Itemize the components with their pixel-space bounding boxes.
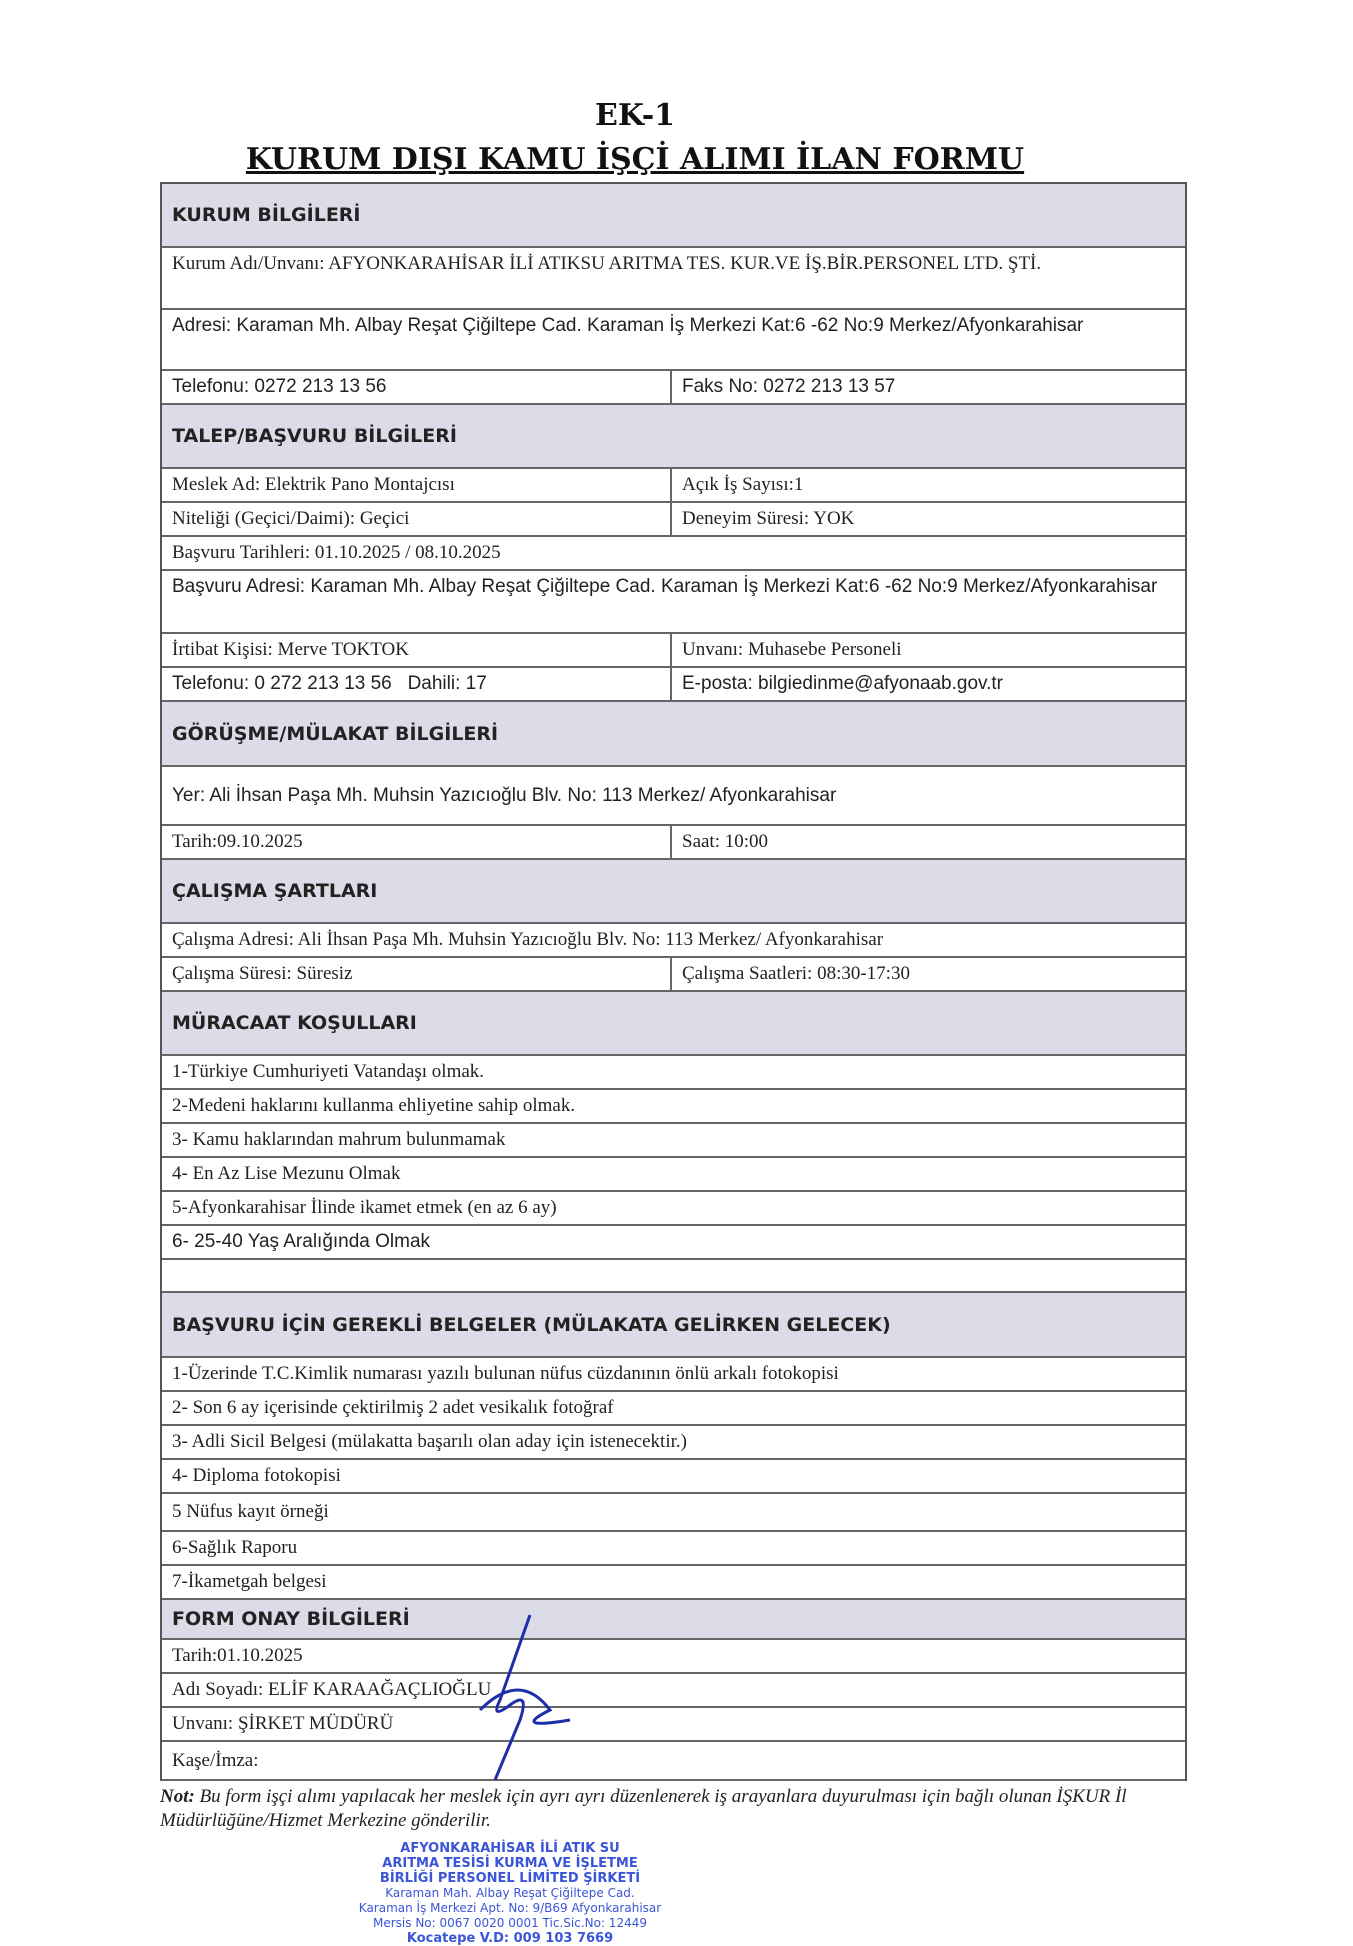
list-item: 4- En Az Lise Mezunu Olmak [172, 1163, 401, 1184]
basvuru-tarihleri: Başvuru Tarihleri: 01.10.2025 / 08.10.2025 [172, 542, 501, 563]
deneyim: Deneyim Süresi: YOK [682, 508, 855, 529]
section-onay-header [162, 1600, 1185, 1640]
basvuru-adresi: Başvuru Adresi: Karaman Mh. Albay Reşat Çiğiltepe Cad. Karaman İş Merkezi Kat:6 -62 No:9 Merkez/Afyonkarahisar [172, 576, 1158, 597]
stamp-line: Karaman İş Merkezi Apt. No: 9/B69 Afyonkarahisar [358, 1901, 662, 1915]
list-item: 5 Nüfus kayıt örneği [172, 1501, 329, 1522]
section-title: TALEP/BAŞVURU BİLGİLERİ [172, 425, 457, 447]
section-kurum-header [162, 184, 1185, 248]
section-title: BAŞVURU İÇİN GEREKLİ BELGELER (MÜLAKATA GELİRKEN GELECEK) [172, 1313, 891, 1336]
list-item: 2- Son 6 ay içerisinde çektirilmiş 2 adet vesikalık fotoğraf [172, 1397, 614, 1418]
list-item: 6-Sağlık Raporu [172, 1537, 298, 1558]
note-text: Bu form işçi alımı yapılacak her meslek için ayrı ayrı düzenlenerek iş arayanlara duyurulması için bağlı olunan İŞKUR İl Müdürlüğüne/Hizmet Merkezine gönderilir. [160, 1786, 1127, 1831]
list-item: 4- Diploma fotokopisi [172, 1465, 341, 1486]
acik-is: Açık İş Sayısı:1 [682, 474, 804, 495]
section-title: FORM ONAY BİLGİLERİ [172, 1608, 410, 1630]
irtibat-unvan: Unvanı: Muhasebe Personeli [682, 639, 902, 660]
section-title: MÜRACAAT KOŞULLARI [172, 1012, 417, 1034]
calisma-suresi: Çalışma Süresi: Süresiz [162, 958, 672, 990]
form-note [160, 1785, 1220, 1833]
onay-tarih: Tarih:01.10.2025 [172, 1645, 303, 1666]
gorusme-yer: Yer: Ali İhsan Paşa Mh. Muhsin Yazıcıoğlu Blv. No: 113 Merkez/ Afyonkarahisar [172, 784, 837, 806]
announcement-form [160, 182, 1187, 1781]
kurum-faks: Faks No: 0272 213 13 57 [682, 376, 896, 397]
kurum-telefon: Telefonu: 0272 213 13 56 [162, 371, 672, 403]
section-calisma-header [162, 860, 1185, 924]
stamp-line: ARITMA TESİSİ KURMA VE İŞLETME [382, 1856, 638, 1871]
meslek: Meslek Ad: Elektrik Pano Montajcısı [162, 469, 672, 501]
list-item: 7-İkametgah belgesi [172, 1571, 327, 1592]
calisma-adresi: Çalışma Adresi: Ali İhsan Paşa Mh. Muhsin Yazıcıoğlu Blv. No: 113 Merkez/ Afyonkarahisar [172, 929, 884, 950]
list-item: 6- 25-40 Yaş Aralığında Olmak [172, 1231, 431, 1252]
section-gorusme-header [162, 702, 1185, 767]
list-item: 5-Afyonkarahisar İlinde ikamet etmek (en az 6 ay) [172, 1197, 557, 1218]
form-code: EK-1 [594, 98, 676, 133]
section-title: KURUM BİLGİLERİ [172, 204, 361, 226]
stamp-line: Karaman Mah. Albay Reşat Çiğiltepe Cad. [385, 1886, 635, 1900]
kurum-adres: Adresi: Karaman Mh. Albay Reşat Çiğiltepe Cad. Karaman İş Merkezi Kat:6 -62 No:9 Merkez/Afyonkarahisar [172, 315, 1084, 336]
list-item: 1-Türkiye Cumhuriyeti Vatandaşı olmak. [172, 1061, 485, 1082]
stamp-line: Mersis No: 0067 0020 0001 Tic.Sic.No: 12449 [373, 1916, 647, 1930]
gorusme-tarih: Tarih:09.10.2025 [162, 826, 672, 858]
section-title: GÖRÜŞME/MÜLAKAT BİLGİLERİ [172, 722, 499, 745]
list-item: 2-Medeni haklarını kullanma ehliyetine sahip olmak. [172, 1095, 576, 1116]
section-belgeler-header [162, 1293, 1185, 1358]
calisma-saatleri: Çalışma Saatleri: 08:30-17:30 [682, 963, 910, 984]
stamp-line: AFYONKARAHİSAR İLİ ATIK SU [400, 1841, 620, 1856]
page-content [160, 182, 1220, 1946]
stamp-line: BİRLİĞİ PERSONEL LİMİTED ŞİRKETİ [379, 1871, 641, 1886]
irtibat-kisisi: İrtibat Kişisi: Merve TOKTOK [162, 634, 672, 666]
section-title: ÇALIŞMA ŞARTLARI [172, 880, 378, 902]
onay-adi: Adı Soyadı: ELİF KARAAĞAÇLIOĞLU [172, 1679, 492, 1700]
gorusme-saat: Saat: 10:00 [682, 831, 769, 852]
irtibat-telefon: Telefonu: 0 272 213 13 56 Dahili: 17 [162, 668, 672, 700]
onay-unvan: Unvanı: ŞİRKET MÜDÜRÜ [172, 1713, 394, 1734]
note-label: Not: [160, 1786, 195, 1807]
list-item: 3- Kamu haklarından mahrum bulunmamak [172, 1129, 506, 1150]
stamp-line: Kocatepe V.D: 009 103 7669 [406, 1931, 614, 1946]
kurum-adi: Kurum Adı/Unvanı: AFYONKARAHİSAR İLİ ATIKSU ARITMA TES. KUR.VE İŞ.BİR.PERSONEL LTD. ŞTİ. [172, 253, 1042, 274]
list-item: 3- Adli Sicil Belgesi (mülakatta başarılı olan aday için istenecektir.) [172, 1431, 687, 1452]
onay-kase: Kaşe/İmza: [172, 1749, 259, 1771]
irtibat-eposta[interactable]: E-posta: bilgiedinme@afyonaab.gov.tr [682, 673, 1004, 694]
empty-row [162, 1260, 1185, 1293]
nitelik: Niteliği (Geçici/Daimi): Geçici [162, 503, 672, 535]
company-stamp [330, 1841, 690, 1946]
section-muracaat-header [162, 992, 1185, 1056]
section-talep-header [162, 405, 1185, 469]
form-title: KURUM DIŞI KAMU İŞÇİ ALIMI İLAN FORMU [245, 142, 1025, 177]
list-item: 1-Üzerinde T.C.Kimlik numarası yazılı bulunan nüfus cüzdanının önlü arkalı fotokopisi [172, 1363, 839, 1384]
